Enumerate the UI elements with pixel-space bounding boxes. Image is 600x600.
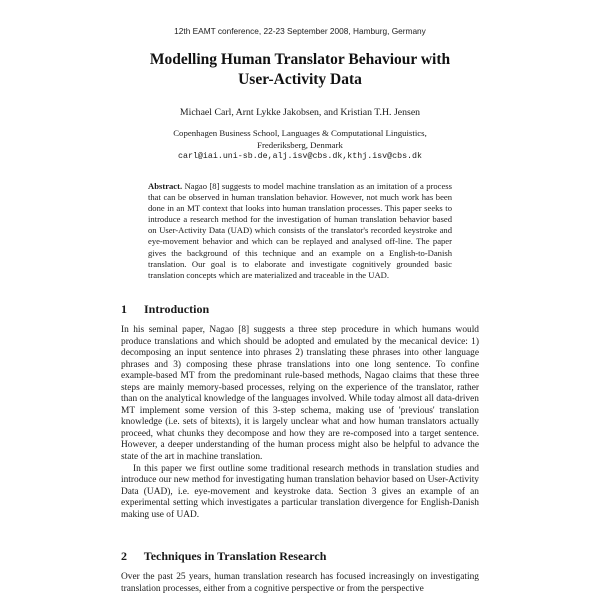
section-2-heading bbox=[121, 549, 326, 564]
author-emails: carl@iai.uni-sb.de,alj.isv@cbs.dk,kthj.isv@cbs.dk bbox=[178, 152, 422, 161]
section-2-title: Techniques in Translation Research bbox=[143, 549, 327, 563]
section-1-number: 1 bbox=[121, 302, 127, 316]
section-1-paragraph-2: In this paper we first outline some traditional research methods in translation studies and introduce our new method for investigating human translation behavior based on User-Activity Data (UAD), i.e. eye-movement and keystroke data. Section 3 gives an example of an experimental setting which investigates a particular translation divergence for English-Danish making use of UAD. bbox=[121, 463, 479, 520]
section-1-title: Introduction bbox=[144, 302, 210, 316]
title-line-1: Modelling Human Translator Behaviour with bbox=[149, 51, 451, 68]
section-1-heading bbox=[121, 302, 209, 317]
abstract bbox=[148, 181, 452, 281]
authors: Michael Carl, Arnt Lykke Jakobsen, and Kristian T.H. Jensen bbox=[179, 107, 421, 118]
affiliation bbox=[0, 128, 600, 163]
abstract-text: Nagao [8] suggests to model machine translation as an imitation of a process that can be observed in human translation behavior. However, not much work has been done in an MT context that looks into human translation processes. This paper seeks to introduce a research method for the investigation of human translation behavior based on User-Activity Data (UAD) which consists of the translator's recorded keystroke and eye-movement behavior and which can be replayed and analysed off-line. The paper gives the background of this technique and an example on a English-to-Danish translation. Our goal is to elaborate and investigate cognitively grounded basic translation concepts which are materialized and traceable in the UAD. bbox=[148, 181, 452, 280]
paper-title bbox=[100, 50, 500, 90]
section-2-number: 2 bbox=[121, 549, 127, 563]
affiliation-line-1: Copenhagen Business School, Languages & Computational Linguistics, bbox=[173, 128, 427, 138]
section-1-body bbox=[121, 325, 479, 521]
section-1-paragraph-1: In his seminal paper, Nagao [8] suggests a three step procedure in which humans would produce translations and which should be adopted and emulated by the mecanical device: 1) decomposing an input sentence into phrases 2) translating these phrases into other language phrases and 3) composing these phrase translations into one long sentence. To confine example-based MT from the predominant rule-based methods, Nagao claims that these three steps are mainly memory-based processes, relying on the experience of the translator, rather than on the analytical knowledge of the languages involved. While today almost all data-driven MT implement some version of this 3-step schema, making use of 'previous' translation knowledge (i.e. sets of bitexts), it is largely unclear what and how human translators actually proceed, what chunks they decompose and how they are re-composed into a target sentence. However, a deeper understanding of the human process might also be helpful to advance the state of the art in machine translation. bbox=[121, 325, 479, 463]
section-2-paragraph-1: Over the past 25 years, human translation research has focused increasingly on investigating translation processes, either from a cognitive perspective or from the perspective bbox=[121, 572, 479, 594]
section-2-body bbox=[121, 572, 479, 595]
affiliation-line-2: Frederiksberg, Denmark bbox=[257, 139, 343, 150]
conference-header: 12th EAMT conference, 22-23 September 2008, Hamburg, Germany bbox=[174, 26, 426, 36]
abstract-label: Abstract. bbox=[148, 181, 183, 191]
title-line-2: User-Activity Data bbox=[238, 71, 362, 88]
